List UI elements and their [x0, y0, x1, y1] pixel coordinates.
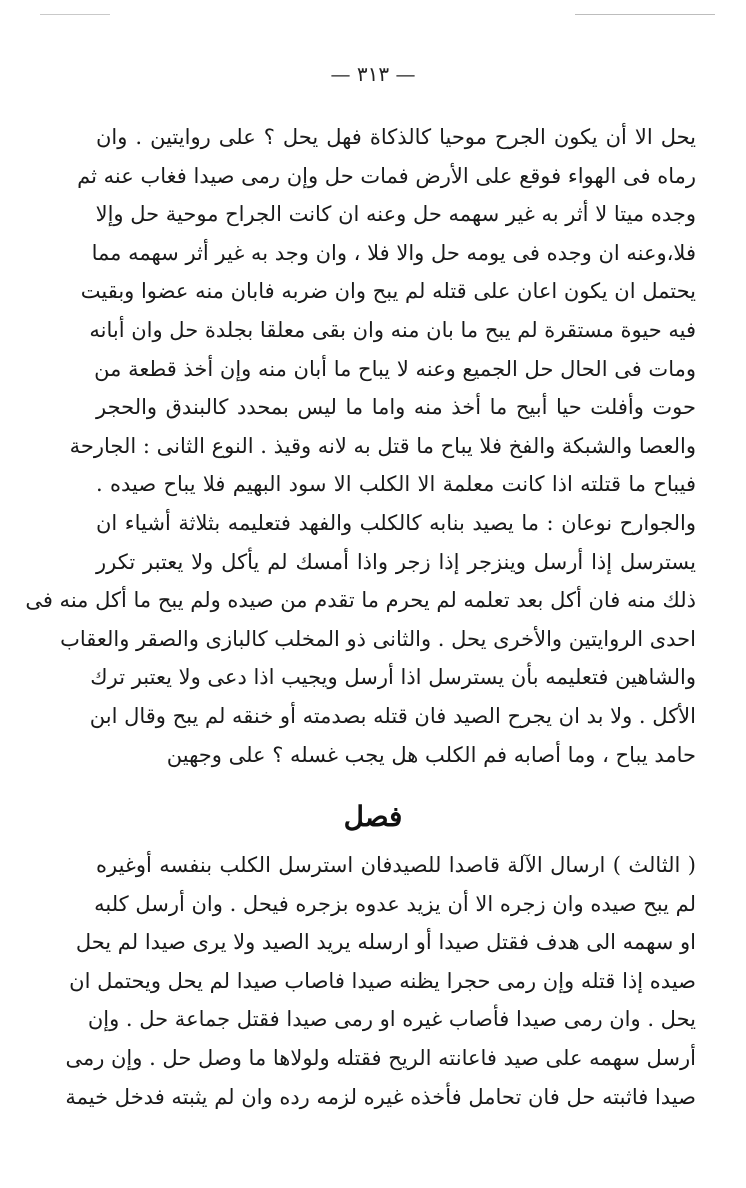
section-heading: فصل	[343, 800, 403, 833]
text-line: احدى الروايتين والأخرى يحل . والثانى ذو المخلب كالبازى والصقر والعقاب	[60, 626, 696, 651]
text-line: صيده إذا قتله وإن رمى حجرا يظنه صيدا فاصاب صيدا لم يحل ويحتمل ان	[69, 968, 696, 993]
paragraph-two	[65, 846, 696, 1116]
text-line: ( الثالث ) ارسال الآلة قاصدا للصيدفان استرسل الكلب بنفسه أوغيره	[96, 853, 696, 877]
text-line: يحل . وان رمى صيدا فأصاب غيره او رمى صيدا فقتل جماعة حل . وإن	[87, 1007, 696, 1032]
text-line: والعصا والشبكة والفخ فلا يباح ما قتل به لانه وقيذ . النوع الثانى : الجارحة	[69, 433, 696, 458]
text-line: فلا،وعنه ان وجده فى يومه حل والا فلا ، وان وجد به غير أثر سهمه مما	[91, 240, 696, 265]
top-right-edge-mark	[575, 14, 715, 15]
text-line: فيه حيوة مستقرة لم يبح ما بان منه وان بقى معلقا بجلدة حل وان أبانه	[89, 317, 696, 342]
text-line: حوت وأفلت حيا أبيح ما أخذ منه واما ما ليس بمحدد كالبندق والحجر	[96, 395, 696, 420]
text-line: صيدا فاثبته حل فان تحامل فأخذه غيره لزمه رده وان لم يثبته فدخل خيمة	[65, 1084, 696, 1109]
top-left-edge-mark	[40, 14, 110, 15]
text-line: ذلك منه فان أكل بعد تعلمه لم يحرم ما تقدم من صيده ولم يبح ما أكل منه فى	[25, 588, 696, 613]
text-line: والشاهين فتعليمه بأن يسترسل اذا أرسل ويجيب اذا دعى ولا يعتبر ترك	[90, 665, 696, 690]
page-number: — ٣١٣ —	[330, 62, 416, 86]
text-line: وجده ميتا لا أثر به غير سهمه حل وعنه ان كانت الجراح موحية حل وإلا	[95, 202, 696, 227]
text-line: والجوارح نوعان : ما يصيد بنابه كالكلب والفهد فتعليمه بثلاثة أشياء ان	[96, 510, 696, 535]
text-line: لم يبح صيده وان زجره الا أن يزيد عدوه بزجره فيحل . وان أرسل كلبه	[94, 891, 696, 916]
text-line: او سهمه الى هدف فقتل صيدا أو ارسله يريد الصيد ولا يرى صيدا لم يحل	[75, 930, 696, 955]
text-line: يحل الا أن يكون الجرح موحيا كالذكاة فهل يحل ؟ على روايتين . وان	[96, 125, 696, 149]
text-line: ومات فى الحال حل الجميع وعنه لا يباح ما أبان منه وإن أخذ قطعة من	[94, 356, 696, 381]
text-line: فيباح ما قتلته اذا كانت معلمة الا الكلب الا سود البهيم فلا يباح صيده .	[96, 472, 696, 497]
text-line: رماه فى الهواء فوقع على الأرض فمات حل وإن رمى صيدا فغاب عنه ثم	[77, 163, 696, 188]
paragraph-one	[25, 118, 696, 774]
text-line: يحتمل ان يكون اعان على قتله لم يبح وان ضربه فابان منه عضوا وبقيت	[80, 279, 696, 304]
text-line: حامد يباح ، وما أصابه فم الكلب هل يجب غسله ؟ على وجهين	[166, 742, 696, 767]
text-line: يسترسل إذا أرسل وينزجر إذا زجر واذا أمسك لم يأكل ولا يعتبر تكرر	[96, 549, 696, 574]
text-line: الأكل . ولا بد ان يجرح الصيد فان قتله بصدمته أو خنقه لم يبح وقال ابن	[89, 703, 696, 728]
text-line: أرسل سهمه على صيد فاعانته الريح فقتله ولولاها ما وصل حل . وإن رمى	[65, 1045, 696, 1070]
